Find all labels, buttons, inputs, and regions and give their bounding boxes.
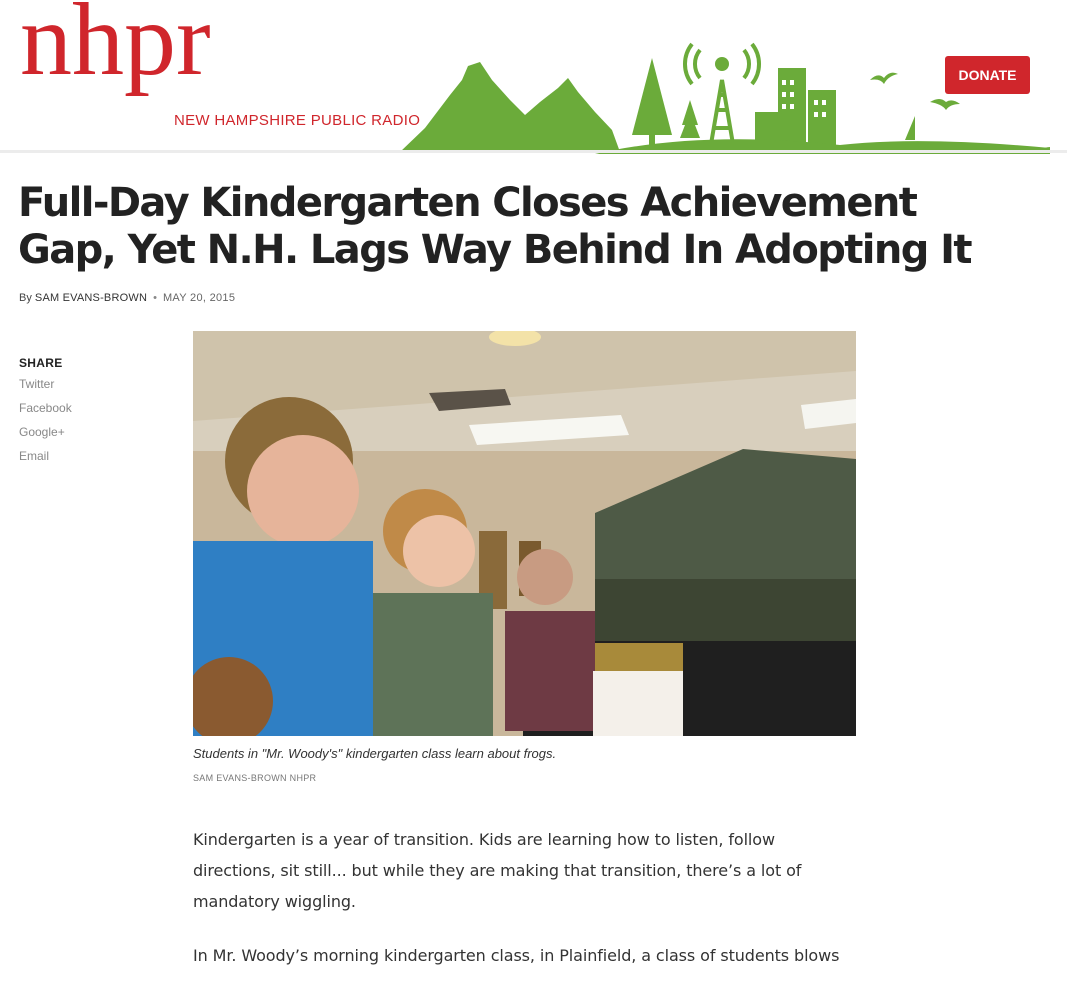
share-twitter-link[interactable]: Twitter [19,377,55,391]
logo-subtitle: NEW HAMPSHIRE PUBLIC RADIO [174,112,421,129]
logo-wordmark: nhpr [20,0,211,97]
article-body [193,824,853,994]
publish-date: MAY 20, 2015 [162,292,236,304]
article-paragraph: Kindergarten is a year of transition. Kids are learning how to listen, follow directions, sit still... but while they are making that transition, there’s a lot of mandatory wiggling. [193,830,802,911]
share-title: SHARE [19,356,63,370]
article-paragraph: In Mr. Woody’s morning kindergarten class, in Plainfield, a class of students blows [193,946,840,965]
nhpr-logo[interactable] [14,0,421,136]
article-title: Full-Day Kindergarten Closes Achievement Gap, Yet N.H. Lags Way Behind In Adopting It [18,180,971,273]
share-panel [19,356,119,473]
byline [19,292,235,304]
share-email-link[interactable]: Email [19,449,50,463]
author-link[interactable]: SAM EVANS-BROWN [34,292,148,304]
photo-caption: Students in "Mr. Woody's" kindergarten class learn about frogs. [193,746,557,761]
site-header [0,0,1067,154]
donate-button[interactable]: DONATE [945,56,1030,94]
byline-prefix: By [19,292,32,304]
share-google-plus-link[interactable]: Google+ [19,425,65,439]
photo-credit: SAM EVANS-BROWN NHPR [193,773,317,783]
header-divider [0,150,1067,153]
article-photo [193,331,856,736]
byline-separator: • [153,292,157,304]
classroom-photo-illustration [193,331,856,736]
share-facebook-link[interactable]: Facebook [19,401,72,415]
